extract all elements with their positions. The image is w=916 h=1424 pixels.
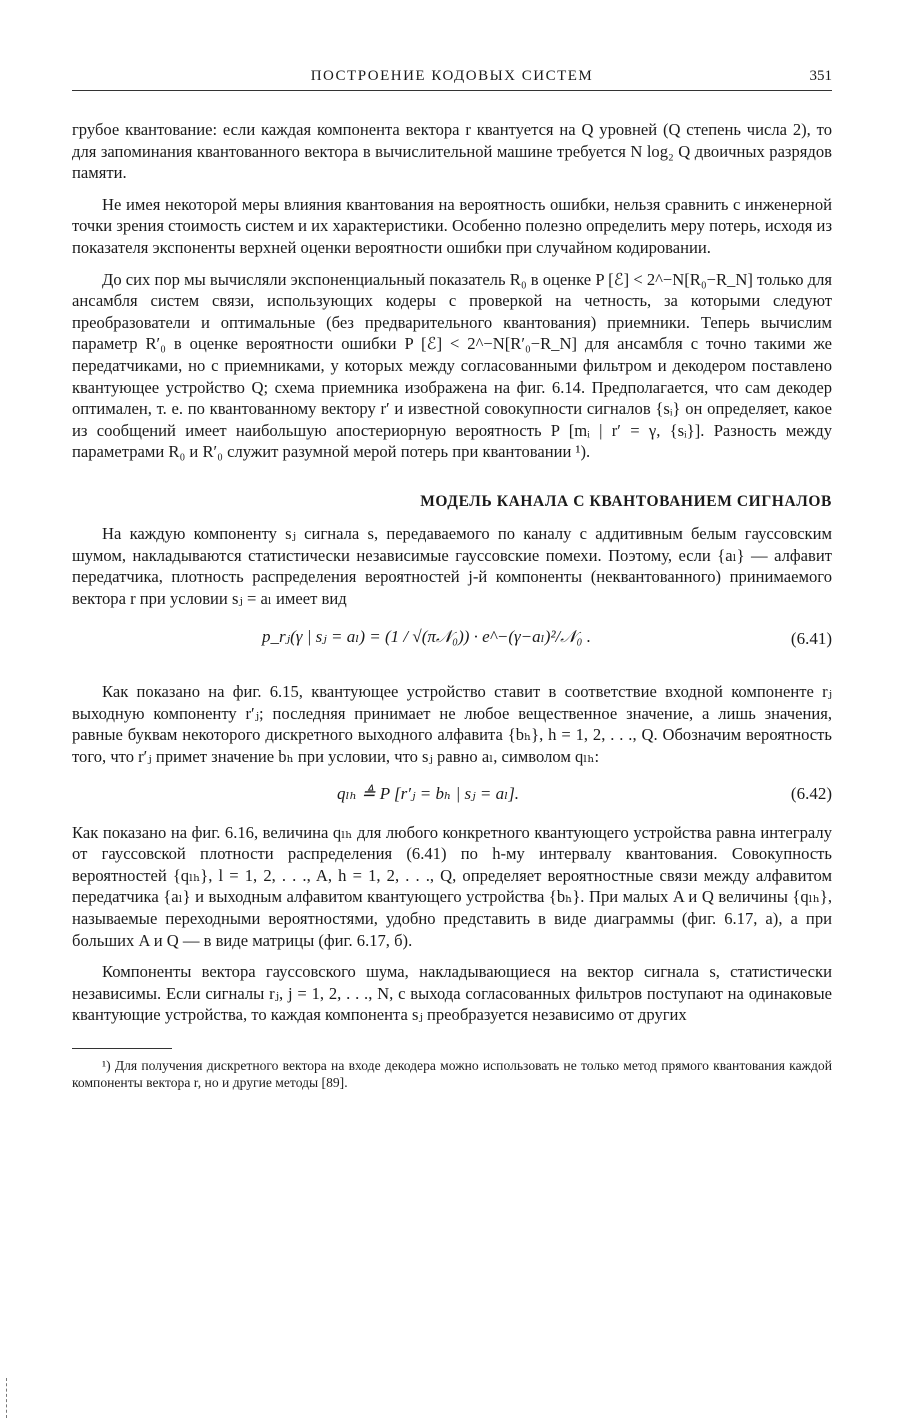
paragraph-loss-measure: Не имея некоторой меры влияния квантования на вероятность ошибки, нельзя сравнить с инженерной точки зрения стоимость систем и их характеристики. Особенно полезно определить меру потерь, исходя из показателя экспоненты верхней оценки вероятности ошибки при случайном кодировании. [72,194,832,257]
section-heading: МОДЕЛЬ КАНАЛА С КВАНТОВАНИЕМ СИГНАЛОВ [420,492,832,510]
page-number: 351 [809,68,832,84]
equation-6-41-number: (6.41) [790,629,832,649]
binding-edge-mark [6,1378,8,1418]
equation-6-42 [72,778,832,814]
equation-6-42-number: (6.42) [790,783,832,803]
paragraph-quantization-memory: грубое квантование: если каждая компонента вектора r квантуется на Q уровней (Q степень числа 2), то для запоминания квантованного вектора в вычислительной машине требуется N log₂ Q двоичных разрядов памяти. [72,120,832,183]
equation-6-42-body: qₗₕ ≜ P [r′ⱼ = bₕ | sⱼ = aₗ]. [337,783,520,803]
paragraph-channel-model: На каждую компоненту sⱼ сигнала s, передаваемого по каналу с аддитивным белым гауссовским шумом, накладываются статистически независимые гауссовские помехи. Поэтому, если {aₗ} — алфавит передатчика, плотность распределения вероятностей j-й компоненты (неквантованного) принимаемого вектора r при условии sⱼ = aₗ имеет вид [72,523,832,608]
paragraph-transition-probabilities: Как показано на фиг. 6.16, величина qₗₕ для любого конкретного квантующего устройства равна интегралу от гауссовской плотности распределения (6.41) по h-му интервалу квантования. Совокупность вероятностей {qₗₕ}, l = 1, 2, . . ., A, h = 1, 2, . . ., Q, определяет вероятностные связи между алфавитом передатчика {aₗ} и выходным алфавитом квантующего устройства {bₕ}. При малых A и Q величины {qₗₕ}, называемые переходными вероятностями, удобно представить в виде диаграммы (фиг. 6.17, а), а при больших A и Q — в виде матрицы (фиг. 6.17, б). [72,822,832,950]
equation-6-41 [72,617,832,667]
footnote-divider [72,1048,172,1049]
footnote: ¹) Для получения дискретного вектора на входе декодера можно использовать не только метод прямого квантования каждой компоненты вектора r, но и другие методы [89]. [72,1058,832,1090]
running-header [72,64,832,91]
book-page [72,64,832,1091]
paragraph-exponent-r0: До сих пор мы вычисляли экспоненциальный показатель R₀ в оценке P [ℰ] < 2^−N[R₀−R_N] только для ансамбля систем связи, использующих кодеры с проверкой на четность, за которыми следуют преобразователи и оптимальные (без предварительного квантования) приемники. Теперь вычислим параметр R′₀ в оценке вероятности ошибки P [ℰ] < 2^−N[R′₀−R_N] для ансамбля с точно такими же передатчиками, но с приемниками, у которых между согласованными фильтром и декодером поставлено квантующее устройство Q; схема приемника изображена на фиг. 6.14. Предполагается, что сам декодер оптимален, т. е. по квантованному вектору r′ и известной совокупности сигналов {sᵢ} он определяет, какое из сообщений имеет наибольшую апостериорную вероятность P [mᵢ | r′ = γ, {sᵢ}]. Разность между параметрами R₀ и R′₀ служит разумной мерой потерь при квантовании ¹). [72,269,832,462]
paragraph-noise-components: Компоненты вектора гауссовского шума, накладывающиеся на вектор сигнала s, статистически независимы. Если сигналы rⱼ, j = 1, 2, . . ., N, с выхода согласованных фильтров поступают на одинаковые квантующие устройства, то каждая компонента sⱼ преобразуется независимо от других [72,962,832,1025]
equation-6-41-body: p_rⱼ(γ | sⱼ = aₗ) = (1 / √(π𝒩₀)) · e^−(γ−aₗ)²/𝒩₀ . [262,627,591,647]
paragraph-quantizer: Как показано на фиг. 6.15, квантующее устройство ставит в соответствие входной компоненте rⱼ выходную компоненту r′ⱼ; последняя принимает не любое вещественное значение, а лишь значения, равные буквам некоторого дискретного выходного алфавита {bₕ}, h = 1, 2, . . ., Q. Обозначим вероятность того, что r′ⱼ примет значение bₕ при условии, что sⱼ равно aₗ, символом qₗₕ: [72,682,832,767]
running-title: ПОСТРОЕНИЕ КОДОВЫХ СИСТЕМ [310,68,594,84]
